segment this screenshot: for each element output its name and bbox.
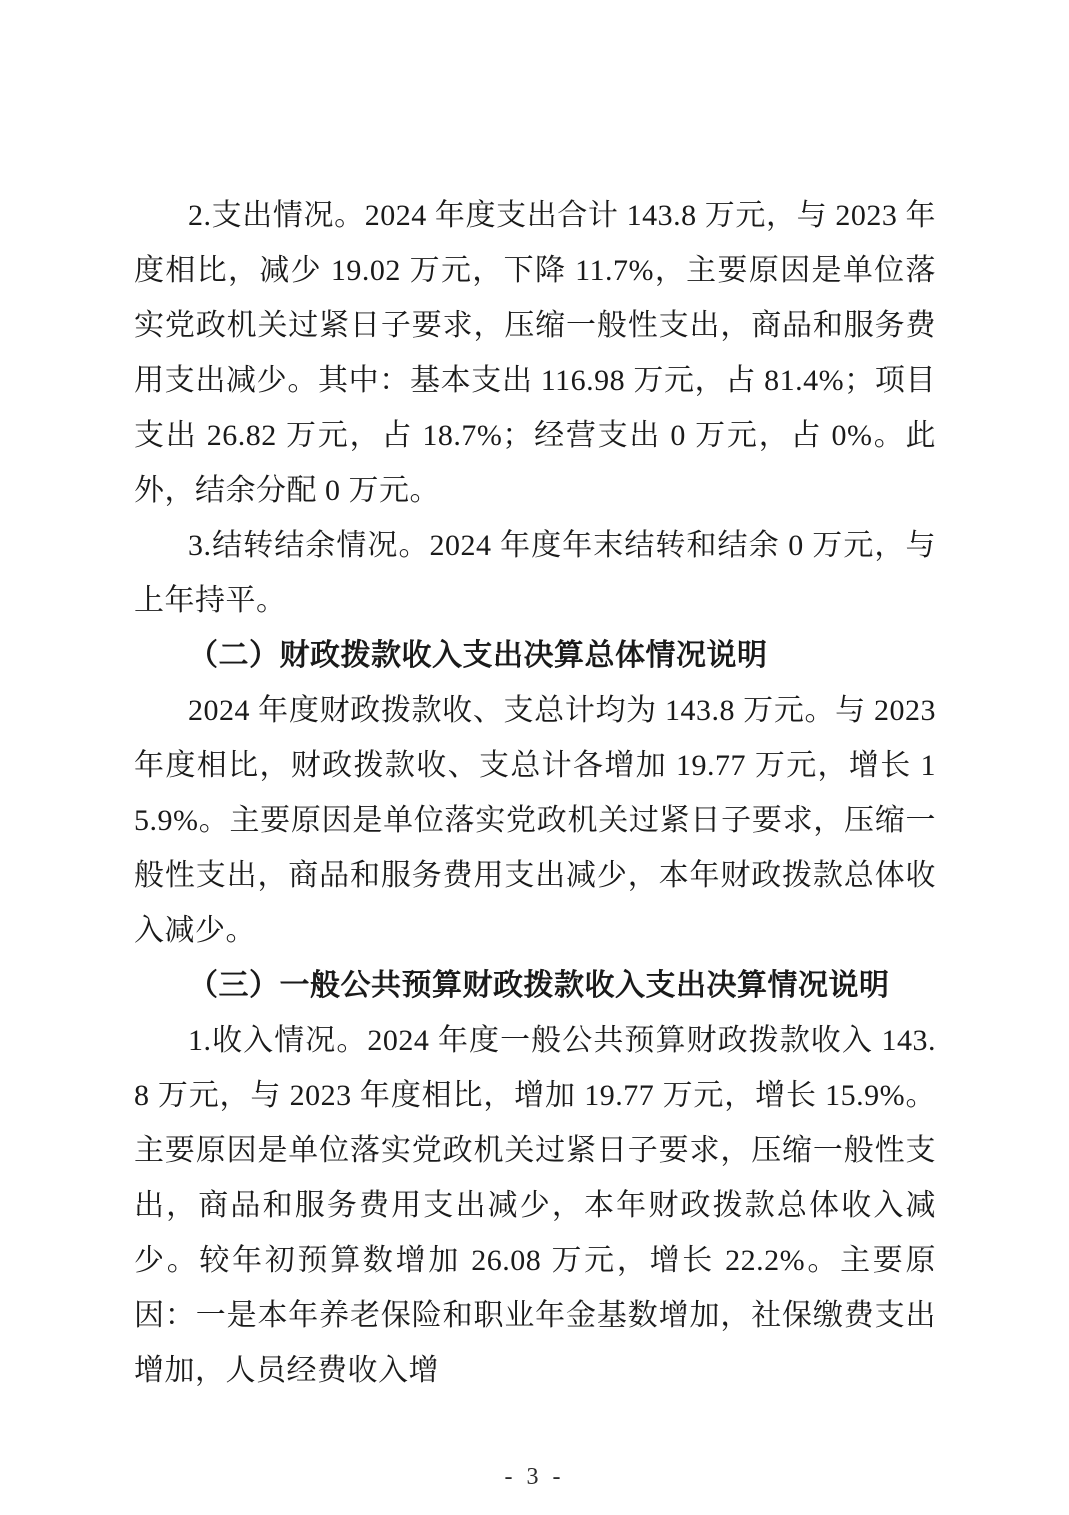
- paragraph-fiscal-appropriation-total: 2024 年度财政拨款收、支总计均为 143.8 万元。与 2023 年度相比，财政拨款收、支总计各增加 19.77 万元，增长 15.9%。主要原因是单位落实党政机关过紧日子要求，压缩一般性支出，商品和服务费用支出减少，本年财政拨款总体收入减少。: [134, 694, 936, 947]
- paragraph-carryover-balance: 3.结转结余情况。2024 年度年末结转和结余 0 万元，与上年持平。: [134, 529, 936, 617]
- section-heading-fiscal-appropriation-overall: （二）财政拨款收入支出决算总体情况说明: [188, 639, 768, 672]
- paragraph-expenditure-overview: 2.支出情况。2024 年度支出合计 143.8 万元，与 2023 年度相比，减少 19.02 万元，下降 11.7%，主要原因是单位落实党政机关过紧日子要求，压缩一般性支出，商品和服务费用支出减少。其中：基本支出 116.98 万元，占 81.4%；项目支出 26.82 万元，占 18.7%；经营支出 0 万元，占 0%。此外，结余分配 0 万元。: [134, 199, 936, 507]
- page-number: - 3 -: [504, 1464, 565, 1490]
- section-heading-general-public-budget: （三）一般公共预算财政拨款收入支出决算情况说明: [188, 969, 890, 1002]
- paragraph-income-overview: 1.收入情况。2024 年度一般公共预算财政拨款收入 143.8 万元，与 2023 年度相比，增加 19.77 万元，增长 15.9%。主要原因是单位落实党政机关过紧日子要求，压缩一般性支出，商品和服务费用支出减少，本年财政拨款总体收入减少。较年初预算数增加 26.08 万元，增长 22.2%。主要原因：一是本年养老保险和职业年金基数增加，社保缴费支出增加，人员经费收入增: [134, 1024, 936, 1387]
- document-body: [134, 188, 936, 1398]
- page-footer: [0, 1462, 1069, 1492]
